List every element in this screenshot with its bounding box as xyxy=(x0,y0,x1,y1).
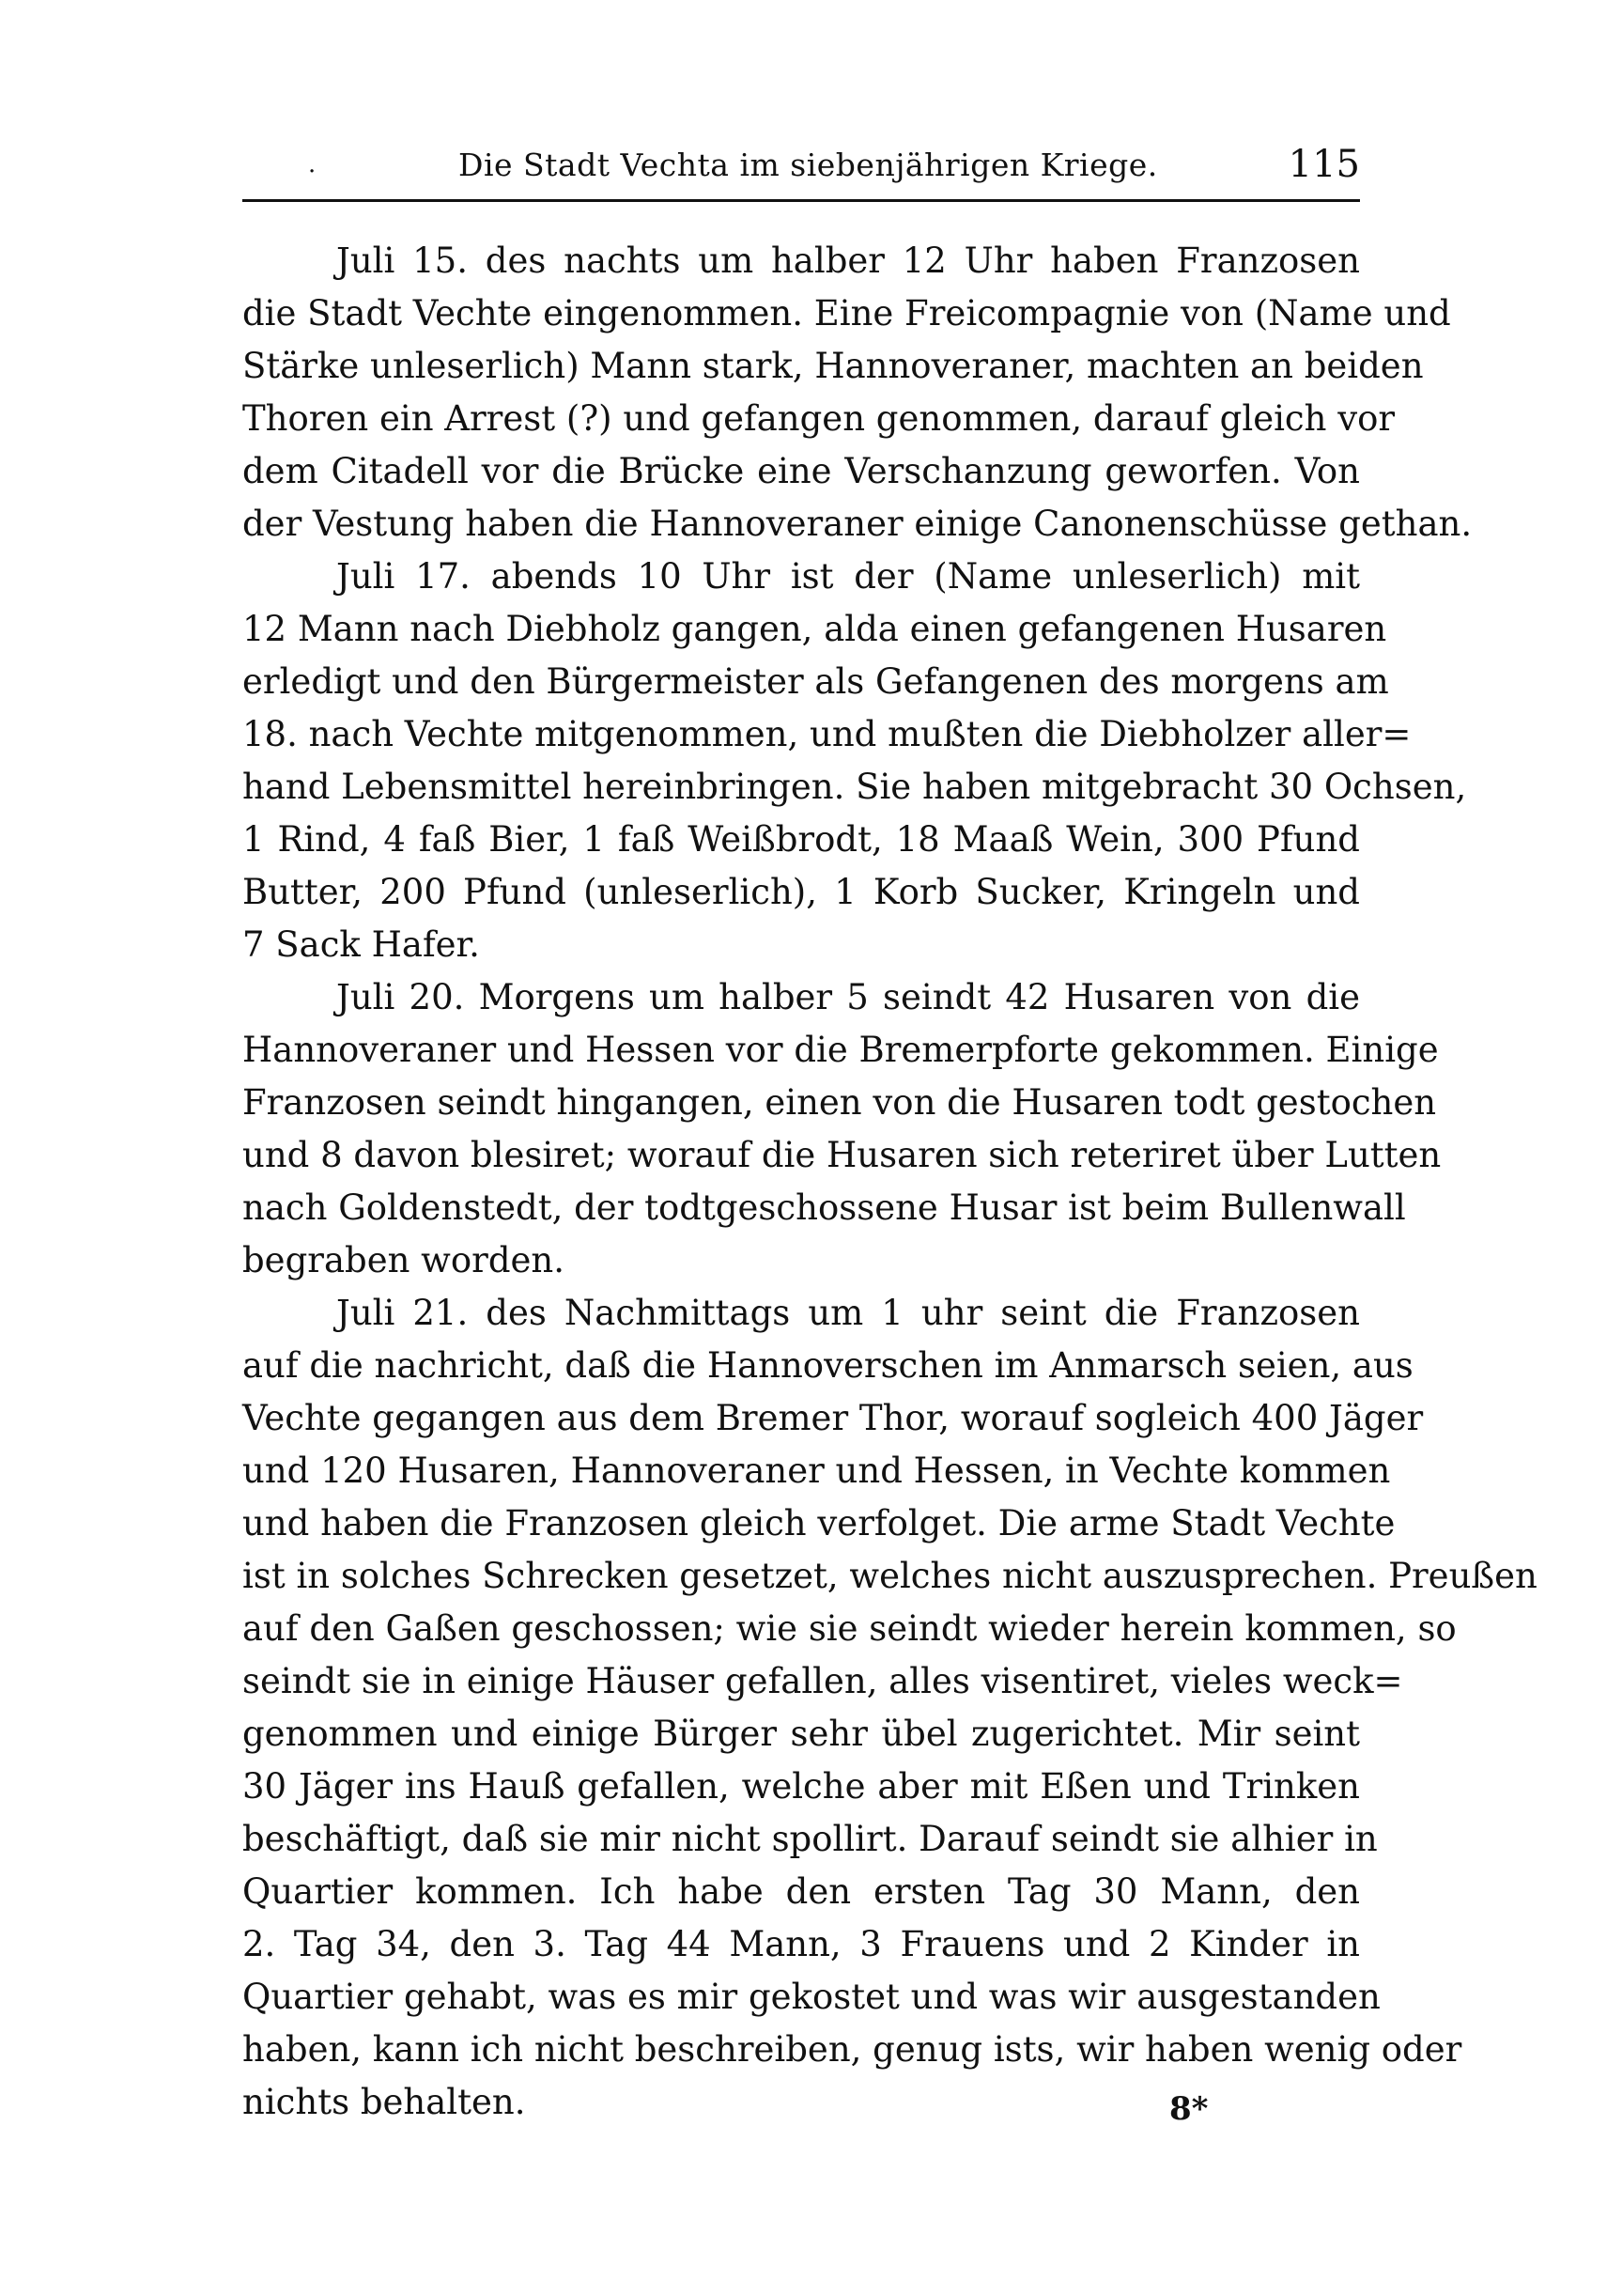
running-head: Die Stadt Vechta im siebenjährigen Kriege. xyxy=(458,147,1158,183)
header-rule xyxy=(242,199,1360,202)
text-line: Juli 17. abends 10 Uhr ist der (Name unleserlich) mit xyxy=(336,556,1360,597)
text-line: nichts behalten. xyxy=(242,2082,526,2122)
text-line: Juli 15. des nachts um halber 12 Uhr haben Franzosen xyxy=(336,240,1360,281)
page-number: 115 xyxy=(1288,143,1360,186)
text-line: und 120 Husaren, Hannoveraner und Hessen, in Vechte kommen xyxy=(242,1451,1391,1491)
header-dot: · xyxy=(308,158,317,186)
text-line: auf den Gaßen geschossen; wie sie seindt wieder herein kommen, so xyxy=(242,1608,1457,1649)
text-line: und haben die Franzosen gleich verfolget. Die arme Stadt Vechte xyxy=(242,1503,1396,1544)
page-header xyxy=(242,141,1360,197)
text-line: 12 Mann nach Diebholz gangen, alda einen gefangenen Husaren xyxy=(242,609,1387,649)
text-line: 7 Sack Hafer. xyxy=(242,924,480,965)
text-line: hand Lebensmittel hereinbringen. Sie haben mitgebracht 30 Ochsen, xyxy=(242,767,1467,807)
text-line: Franzosen seindt hingangen, einen von die Husaren todt gestochen xyxy=(242,1082,1437,1123)
text-line: 18. nach Vechte mitgenommen, und mußten die Diebholzer aller= xyxy=(242,714,1412,754)
text-line: Hannoveraner und Hessen vor die Bremerpforte gekommen. Einige xyxy=(242,1030,1439,1070)
text-line: und 8 davon blesiret; worauf die Husaren sich reteriret über Lutten xyxy=(242,1135,1442,1175)
text-line: auf die nachricht, daß die Hannoverschen im Anmarsch seien, aus xyxy=(242,1345,1414,1386)
text-line: Quartier kommen. Ich habe den ersten Tag 30 Mann, den xyxy=(242,1871,1360,1912)
text-line: 30 Jäger ins Hauß gefallen, welche aber mit Eßen und Trinken xyxy=(242,1766,1360,1807)
text-line: Juli 21. des Nachmittags um 1 uhr seint die Franzosen xyxy=(336,1293,1360,1333)
text-line: 1 Rind, 4 faß Bier, 1 faß Weißbrodt, 18 Maaß Wein, 300 Pfund xyxy=(242,819,1360,860)
text-line: erledigt und den Bürgermeister als Gefangenen des morgens am xyxy=(242,661,1389,702)
text-line: beschäftigt, daß sie mir nicht spollirt. Darauf seindt sie alhier in xyxy=(242,1819,1378,1859)
text-line: dem Citadell vor die Brücke eine Verschanzung geworfen. Von xyxy=(242,451,1360,491)
text-line: Butter, 200 Pfund (unleserlich), 1 Korb Sucker, Kringeln und xyxy=(242,872,1360,912)
text-line: der Vestung haben die Hannoveraner einige Canonenschüsse gethan. xyxy=(242,504,1473,544)
text-line: genommen und einige Bürger sehr übel zugerichtet. Mir seint xyxy=(242,1714,1360,1754)
text-line: Juli 20. Morgens um halber 5 seindt 42 Husaren von die xyxy=(336,977,1360,1017)
text-line: 2. Tag 34, den 3. Tag 44 Mann, 3 Frauens und 2 Kinder in xyxy=(242,1924,1360,1964)
text-line: ist in solches Schrecken gesetzet, welches nicht auszusprechen. Preußen xyxy=(242,1556,1537,1596)
text-line: Vechte gegangen aus dem Bremer Thor, worauf sogleich 400 Jäger xyxy=(242,1398,1424,1438)
text-line: Stärke unleserlich) Mann stark, Hannoveraner, machten an beiden xyxy=(242,346,1424,386)
body-text xyxy=(242,235,1537,2129)
text-line: begraben worden. xyxy=(242,1240,564,1280)
text-line: Quartier gehabt, was es mir gekostet und was wir ausgestanden xyxy=(242,1977,1381,2017)
text-line: die Stadt Vechte eingenommen. Eine Freicompagnie von (Name und xyxy=(242,293,1451,334)
text-line: haben, kann ich nicht beschreiben, genug ists, wir haben wenig oder xyxy=(242,2029,1462,2070)
text-line: Thoren ein Arrest (?) und gefangen genommen, darauf gleich vor xyxy=(242,398,1396,439)
text-line: seindt sie in einige Häuser gefallen, alles visentiret, vieles weck= xyxy=(242,1661,1403,1701)
signature-mark: 8* xyxy=(1169,2090,1209,2128)
text-line: nach Goldenstedt, der todtgeschossene Husar ist beim Bullenwall xyxy=(242,1187,1406,1228)
